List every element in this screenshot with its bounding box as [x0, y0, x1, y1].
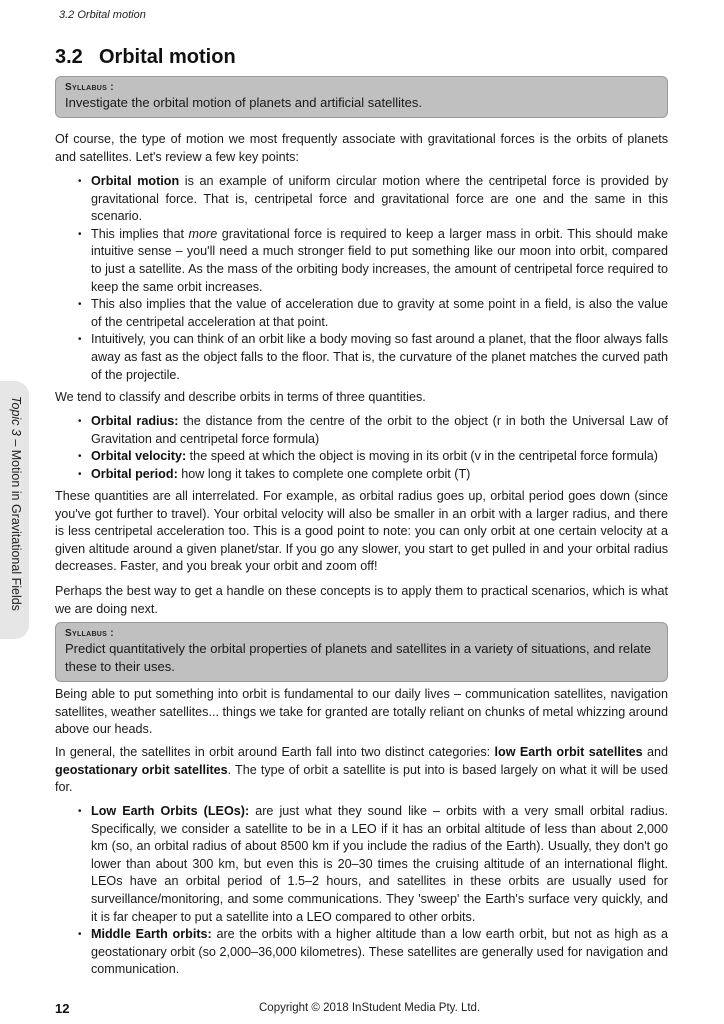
item-text: are just what they sound like – orbits with a very small orbital radius. Specifically, we consider a satellite to be in a LEO if it has an orbital altitude of less than about 2,000 km (so, an orbital radius of about 8500 km if you include the radius of the Earth). Usually, they don't go lower than about 300 km, but even this is 20–30 times the cruising altitude of an international flight. LEOs have an orbital period of 1.5–2 hours, and satellites in these orbits are usually used for surveillance/monitoring, and some communications. They 'sweep' the Earth's surface very quickly, and it is far cheaper to put a satellite into a LEO compared to other orbits. [91, 804, 668, 924]
item-text: the speed at which the object is moving in its orbit (v in the centripetal force formula) [186, 449, 658, 464]
categories-text [55, 744, 668, 797]
interrelated-paragraph [55, 488, 668, 576]
syllabus-box [55, 622, 668, 682]
syllabus-box [55, 76, 668, 118]
quantities-intro-text: We tend to classify and describe orbits in terms of three quantities. [55, 390, 426, 404]
emphasis: more [188, 226, 218, 241]
list-item [78, 926, 668, 979]
list-item [78, 448, 668, 466]
item-text: This implies that [91, 226, 189, 241]
list-item [78, 173, 668, 226]
quantities-list [78, 413, 668, 483]
quantities-intro [55, 389, 668, 407]
item-text: are the orbits with a higher altitude than a low earth orbit, but not as high as a geostationary orbit (so 2,000–36,000 kilometres). These satellites are generally used for navigation and communication. [91, 927, 668, 977]
syllabus-text: Investigate the orbital motion of planets and artificial satellites. [65, 95, 422, 110]
intro-paragraph [55, 131, 668, 166]
list-item [78, 466, 668, 484]
text-span: In general, the satellites in orbit around Earth fall into two distinct categories: [55, 745, 495, 759]
item-text: Intuitively, you can think of an orbit like a body moving so fast around a planet, that the floor always falls away as fast as the object falls to the floor. That is, the curvature of the planet matches the curved path of the projectile. [91, 332, 668, 382]
next-paragraph [55, 583, 668, 618]
syllabus-label: Syllabus : [65, 82, 114, 93]
term: Orbital velocity: [91, 449, 187, 464]
item-text: is an example of uniform circular motion where the centripetal force is provided by gravitational force. That is, centripetal force and gravitational force are one and the same in this scenario. [91, 174, 668, 224]
list-item [78, 226, 668, 296]
page-number: 12 [55, 1001, 70, 1016]
text-span: . The type of orbit a satellite is put into is based largely on what it will be used for. [55, 762, 668, 795]
list-item [78, 413, 668, 448]
term: Orbital period: [91, 466, 178, 481]
text-span: and [642, 745, 669, 759]
interrelated-text: These quantities are all interrelated. For example, as orbital radius goes up, orbital period goes down (since you've got further to travel). Your orbital velocity will also be smaller in an orbit with a larger radius, and there is less centripetal acceleration too. This is a good point to note: you can only orbit at one certain velocity at a given altitude around a given planet/star. If you go any slower, you start to get pulled in and your orbital radius decreases. Faster, and you break your orbit and zoom off! [55, 489, 668, 574]
item-text: the distance from the centre of the orbit to the object (r in both the Universal Law of Gravitation and centripetal force formula) [91, 414, 668, 446]
section-number: 3.2 [55, 46, 83, 68]
list-item [78, 331, 668, 384]
categories-paragraph [55, 744, 668, 797]
key-points-list [78, 173, 668, 384]
list-item [78, 296, 668, 331]
term: geostationary orbit satellites [55, 762, 228, 777]
orbits-list [78, 803, 668, 979]
topic-title: Motion in Gravitational Fields [9, 449, 23, 611]
item-text: This also implies that the value of acceleration due to gravity at some point in a field, is also the value of the centripetal acceleration at that point. [91, 297, 668, 329]
syllabus-text: Predict quantitatively the orbital properties of planets and satellites in a variety of situations, and relate these to their uses. [65, 641, 652, 674]
term: Orbital radius: [91, 414, 179, 428]
list-item [78, 803, 668, 926]
topic-number: Topic 3 [9, 396, 23, 436]
running-head: 3.2 Orbital motion [59, 9, 146, 21]
next-text: Perhaps the best way to get a handle on these concepts is to apply them to practical scenarios, which is what we are doing next. [55, 584, 668, 616]
section-title [55, 46, 236, 69]
term: Middle Earth orbits: [91, 927, 212, 942]
separator: – [9, 435, 23, 450]
intro-text: Of course, the type of motion we most frequently associate with gravitational forces is the orbits of planets and satellites. Let's review a few key points: [55, 132, 668, 164]
fundamental-paragraph [55, 686, 668, 739]
term: Low Earth Orbits (LEOs): [91, 804, 250, 818]
syllabus-label: Syllabus : [65, 628, 114, 639]
item-text: how long it takes to complete one complete orbit (T) [177, 466, 471, 481]
term: low Earth orbit satellites [494, 745, 643, 759]
term: Orbital motion [91, 174, 180, 188]
copyright: Copyright © 2018 InStudent Media Pty. Ltd. [259, 1002, 481, 1014]
chapter-side-tab-label [9, 396, 23, 611]
item-text: gravitational force is required to keep a larger mass in orbit. This should make intuitive sense – you'll need a much stronger field to put something like our moon into orbit, compared to just a satellite. As the mass of the orbiting body increases, the amount of centripetal force required to keep the same orbit increases. [91, 226, 668, 294]
fundamental-text: Being able to put something into orbit is fundamental to our daily lives – communication satellites, navigation satellites, weather satellites... things we take for granted are totally reliant on chunks of metal whizzing around above our heads. [55, 687, 668, 737]
section-title-text: Orbital motion [99, 46, 236, 68]
